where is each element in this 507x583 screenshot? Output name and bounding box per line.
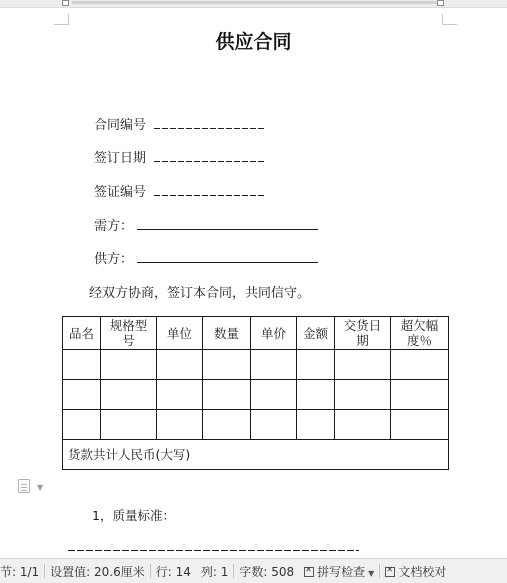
table-cell[interactable] <box>391 410 449 440</box>
table-cell[interactable] <box>251 380 297 410</box>
table-row <box>63 410 449 440</box>
doc-proof-button[interactable] <box>380 563 451 580</box>
col-header-quantity[interactable]: 数量 <box>203 317 251 350</box>
supplier-label: 供方： <box>94 252 134 267</box>
col-header-delivery-date[interactable] <box>335 317 391 350</box>
table-cell[interactable] <box>63 410 101 440</box>
table-cell[interactable] <box>203 350 251 380</box>
clause-quality-standard[interactable]: 1，质量标准： <box>92 508 175 523</box>
supplier-field[interactable] <box>94 248 318 267</box>
col-header-amount[interactable]: 金额 <box>297 317 335 350</box>
buyer-blank[interactable] <box>137 228 318 230</box>
contract-number-field[interactable] <box>94 114 264 133</box>
total-amount-cell[interactable]: 货款共计人民币(大写) <box>63 440 449 470</box>
status-line[interactable]: 行: 14 <box>155 564 191 579</box>
col-header-product[interactable]: 品名 <box>63 317 101 350</box>
quality-standard-blank[interactable] <box>68 550 359 551</box>
table-cell[interactable] <box>203 410 251 440</box>
status-column[interactable]: 列: 1 <box>200 564 229 579</box>
table-cell[interactable] <box>335 350 391 380</box>
sign-date-label: 签订日期 <box>94 151 147 166</box>
ruler-track <box>72 1 442 4</box>
table-cell[interactable] <box>251 350 297 380</box>
contract-number-blank[interactable] <box>154 128 264 129</box>
status-word-count[interactable]: 字数: 508 <box>239 564 295 579</box>
table-cell[interactable] <box>157 350 203 380</box>
total-row <box>63 440 449 470</box>
table-cell[interactable] <box>157 380 203 410</box>
visa-number-field[interactable] <box>94 181 264 200</box>
table-cell[interactable] <box>251 410 297 440</box>
doc-proof-label: 文档校对 <box>398 564 447 579</box>
col-header-delivery-date-text: 交货日期 <box>343 318 382 348</box>
table-cell[interactable] <box>335 380 391 410</box>
document-outline-icon[interactable] <box>18 479 30 493</box>
table-cell[interactable] <box>297 380 335 410</box>
sign-date-field[interactable] <box>94 147 264 166</box>
page-corner-mark-right <box>442 14 457 25</box>
col-header-spec-text: 规格型号 <box>109 318 148 348</box>
table-cell[interactable] <box>297 410 335 440</box>
col-header-unit[interactable]: 单位 <box>157 317 203 350</box>
page-corner-mark-left <box>54 14 69 25</box>
buyer-label: 需方： <box>94 219 134 234</box>
table-cell[interactable] <box>63 350 101 380</box>
table-cell[interactable] <box>101 380 157 410</box>
table-cell[interactable] <box>157 410 203 440</box>
table-row <box>63 350 449 380</box>
spell-check-button[interactable] <box>299 563 379 580</box>
table-row <box>63 380 449 410</box>
col-header-spec[interactable] <box>101 317 157 350</box>
document-title[interactable]: 供应合同 <box>215 31 292 53</box>
status-section[interactable]: 节: 1/1 <box>0 564 40 579</box>
sign-date-blank[interactable] <box>154 161 264 162</box>
buyer-field[interactable] <box>94 215 318 234</box>
status-setting[interactable]: 设置值: 20.6厘米 <box>50 564 145 579</box>
intro-paragraph[interactable]: 经双方协商，签订本合同，共同信守。 <box>89 286 311 301</box>
dropdown-arrow-icon[interactable]: ▼ <box>37 483 44 492</box>
table-cell[interactable] <box>101 410 157 440</box>
table-cell[interactable] <box>391 350 449 380</box>
horizontal-ruler[interactable] <box>0 0 507 8</box>
contract-number-label: 合同编号 <box>94 118 147 133</box>
proofread-icon <box>385 567 395 577</box>
col-header-unit-price[interactable]: 单价 <box>251 317 297 350</box>
supplier-blank[interactable] <box>137 261 318 263</box>
chevron-down-icon: ▼ <box>368 568 375 578</box>
table-cell[interactable] <box>335 410 391 440</box>
table-header-row <box>63 317 449 350</box>
status-bar <box>0 558 507 583</box>
spell-check-icon <box>304 567 314 577</box>
visa-number-label: 签证编号 <box>94 185 147 200</box>
table-cell[interactable] <box>203 380 251 410</box>
table-cell[interactable] <box>297 350 335 380</box>
table-cell[interactable] <box>391 380 449 410</box>
table-cell[interactable] <box>101 350 157 380</box>
ruler-left-indent-marker[interactable] <box>62 0 69 6</box>
spell-check-label: 拼写检查 <box>317 564 366 579</box>
table-cell[interactable] <box>63 380 101 410</box>
visa-number-blank[interactable] <box>154 195 264 196</box>
col-header-tolerance-text: 超欠幅度％ <box>400 318 439 348</box>
goods-table[interactable] <box>62 316 449 470</box>
col-header-tolerance[interactable] <box>391 317 449 350</box>
ruler-right-indent-marker[interactable] <box>437 0 444 6</box>
